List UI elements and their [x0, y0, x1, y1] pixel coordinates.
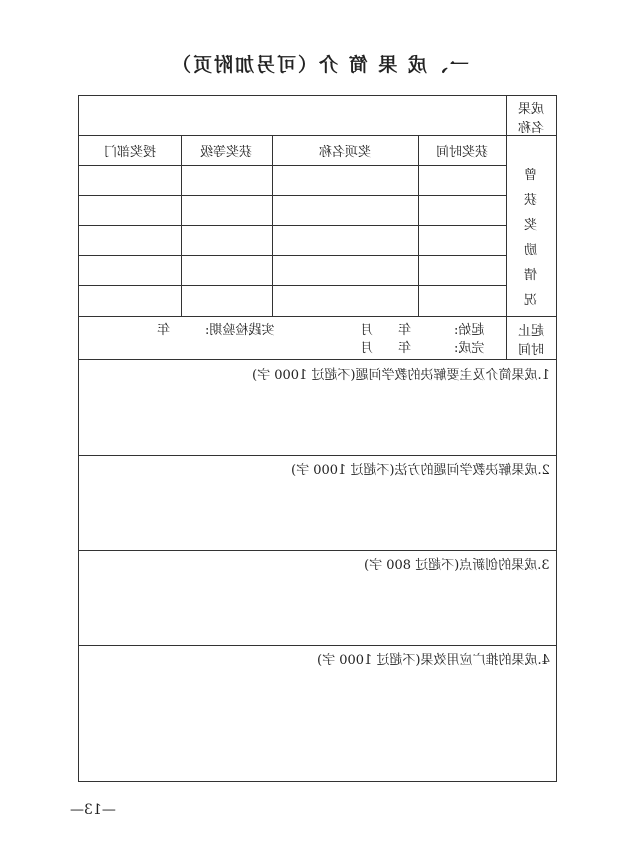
practice-year-unit: 年 — [157, 323, 171, 338]
divider — [79, 225, 506, 226]
page-number: —13— — [70, 802, 116, 818]
start-month-unit: 月 — [360, 323, 374, 338]
section-2-heading: 2.成果解决教学问题的方法(不超过 1000 字) — [291, 463, 550, 478]
header-award-name: 奖项名称 — [318, 144, 371, 160]
divider — [79, 165, 506, 166]
achievement-name-label: 成果 名称 — [517, 101, 544, 136]
end-year-unit: 年 — [398, 341, 412, 356]
section-4-heading: 4.成果的推广应用效果(不超过 1000 字) — [317, 653, 550, 668]
header-award-time: 获奖时间 — [435, 144, 488, 160]
start-year-unit: 年 — [398, 323, 412, 338]
awards-label: 曾 获 奖 励 情 况 — [524, 168, 538, 308]
page-title: 一、成 果 简 介（可另加附页） — [170, 54, 469, 76]
practice-period-label: 实践检验期: — [205, 323, 275, 338]
section-1-heading: 1.成果简介及主要解决的教学问题(不超过 1000 字) — [252, 368, 550, 383]
divider — [79, 645, 556, 646]
divider — [79, 455, 556, 456]
divider — [79, 316, 556, 317]
divider — [79, 550, 556, 551]
header-award-department: 授奖部门 — [103, 144, 156, 160]
divider — [79, 255, 506, 256]
achievement-form — [78, 95, 557, 782]
section-3-heading: 3.成果的创新点(不超过 800 字) — [364, 558, 550, 573]
divider — [79, 359, 556, 360]
divider — [79, 195, 506, 196]
end-label: 完成: — [454, 341, 485, 356]
header-award-level: 获奖等级 — [200, 144, 253, 160]
period-label: 起止 时间 — [517, 323, 544, 358]
divider — [79, 285, 506, 286]
start-label: 起始: — [454, 323, 485, 338]
end-month-unit: 月 — [360, 341, 374, 356]
